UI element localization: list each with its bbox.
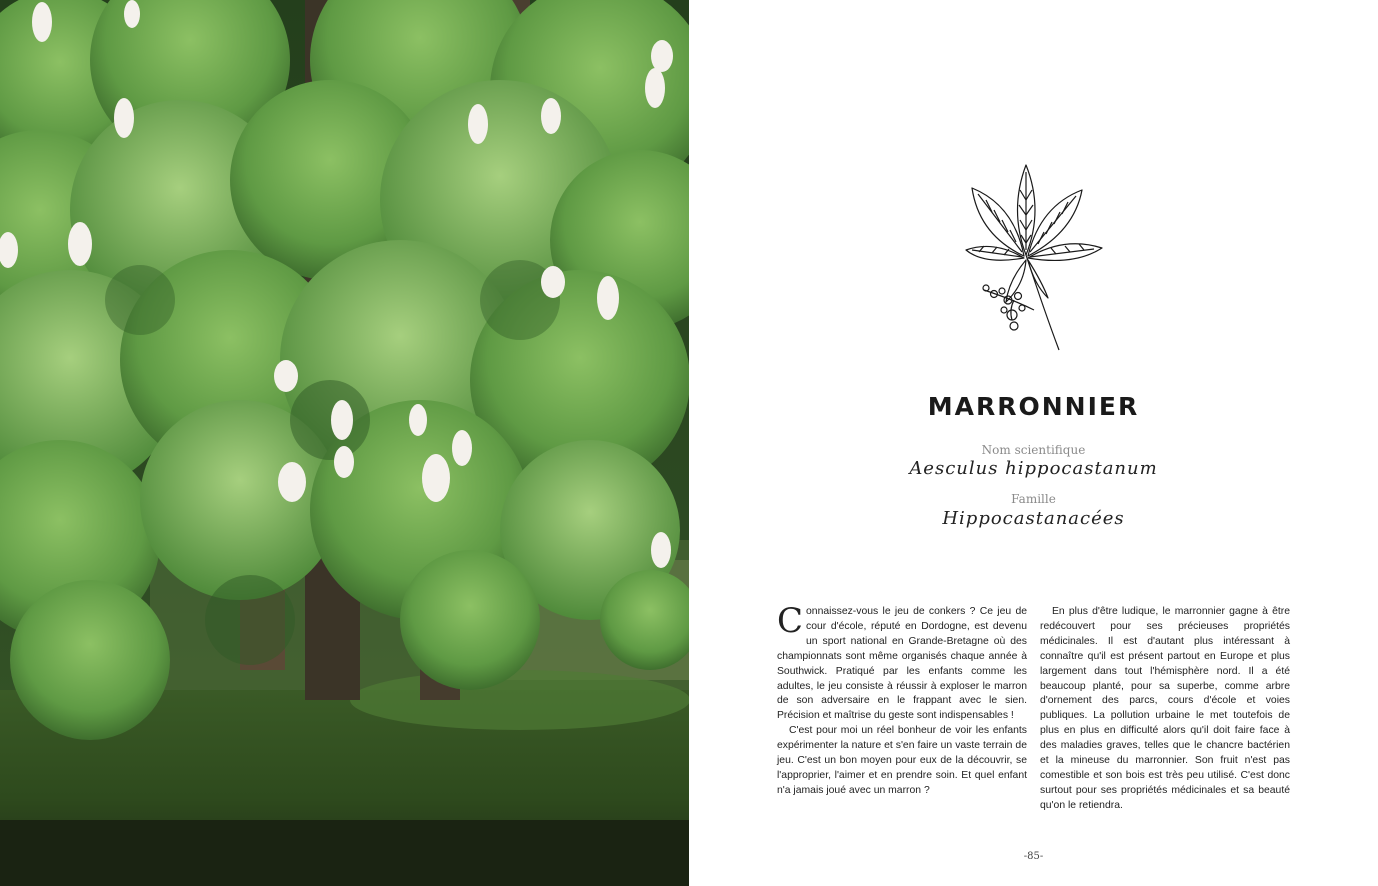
text-column-right — [1040, 605, 1290, 814]
paragraph-3: En plus d'être ludique, le marronnier gagne à être redécouvert pour ses précieuses propriétés médicinales. Il est d'autant plus intéressant à connaître qu'il est présent partout en Europe et plus largement dans tout l'hémisphère nord. Il a été beaucoup planté, pour sa superbe, comme arbre d'ornement des parcs, cours d'école et voies publiques. La pollution urbaine le met toutefois de plus en plus en difficulté alors qu'il doit faire face à des maladies graves, telles que le chancre bactérien et la mineuse du marronnier. Son fruit n'est pas comestible et son bois est très peu utilisé. C'est donc surtout pour ses propriétés médicinales et sa beauté qu'on le retiendra. — [1040, 606, 1290, 811]
text-page — [689, 0, 1378, 886]
family-name: Hippocastanacées — [942, 508, 1125, 529]
page-number: -85- — [1023, 851, 1044, 862]
page-title: MARRONNIER — [927, 392, 1140, 421]
scientific-name: Aesculus hippocastanum — [909, 458, 1158, 479]
paragraph-2: C'est pour moi un réel bonheur de voir les enfants expérimenter la nature et s'en faire un vaste terrain de jeu. C'est un bon moyen pour eux de la découvrir, se l'approprier, l'aimer et en prendre soin. Et quel enfant n'a jamais joué avec un marron ? — [777, 725, 1027, 796]
text-column-left — [777, 601, 1027, 799]
scientific-name-label: Nom scientifique — [981, 443, 1086, 457]
paragraph-1-text: onnaissez-vous le jeu de conkers ? Ce jeu de cour d'école, réputé en Dordogne, est devenu un sport national en Grande-Bretagne où des championnats sont même organisés chaque année à Southwick. Pratiqué par les enfants comme les adultes, le jeu consiste à réussir à exploser le marron de son adversaire en le frappant avec le sien. Précision et maîtrise du geste sont indispensables ! — [777, 606, 1027, 722]
family-label: Famille — [1011, 492, 1056, 506]
chestnut-leaf-illustration-icon — [964, 160, 1104, 355]
paragraph-1 — [777, 601, 1027, 724]
drop-cap: C — [777, 601, 804, 641]
